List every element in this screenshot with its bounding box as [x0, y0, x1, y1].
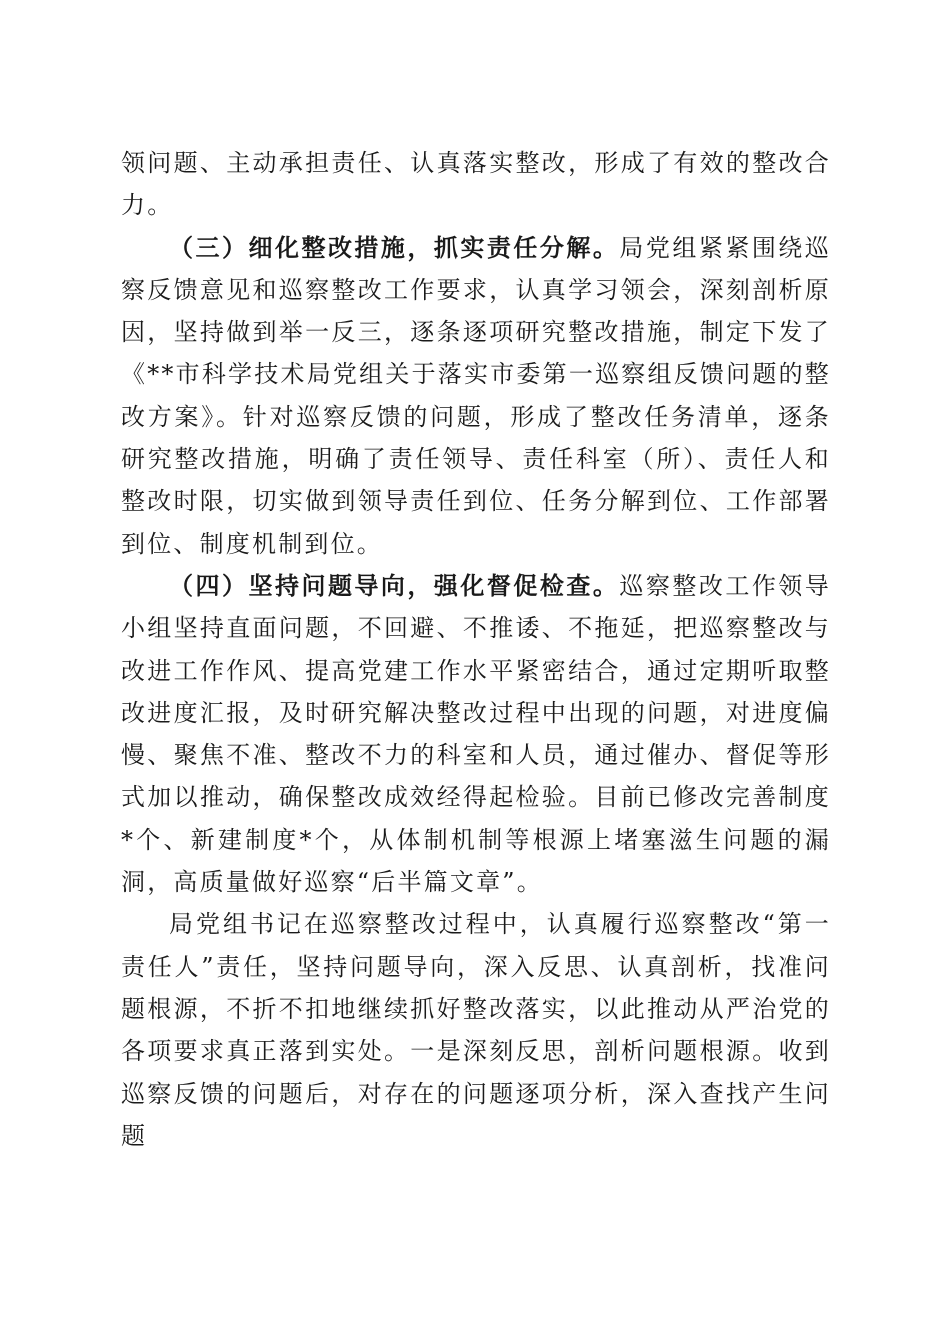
document-body [121, 142, 831, 1157]
paragraph-text: 局党组紧紧围绕巡察反馈意见和巡察整改工作要求，认真学习领会，深刻剖析原因，坚持做到举一反三，逐条逐项研究整改措施，制定下发了《**市科学技术局党组关于落实市委第一巡察组反馈问题的整改方案》。针对巡察反馈的问题，形成了整改任务清单，逐条研究整改措施，明确了责任领导、责任科室（所）、责任人和整改时限，切实做到领导责任到位、任务分解到位、工作部署到位、制度机制到位。 [121, 233, 831, 558]
paragraph-section-4 [121, 565, 831, 903]
section-heading-4: （四）坚持问题导向，强化督促检查。 [169, 571, 620, 600]
paragraph-section-3 [121, 227, 831, 565]
section-heading-3: （三）细化整改措施，抓实责任分解。 [169, 233, 620, 262]
paragraph-text: 领问题、主动承担责任、认真落实整改，形成了有效的整改合力。 [121, 149, 831, 220]
paragraph-secretary [121, 903, 831, 1157]
paragraph-text: 局党组书记在巡察整改过程中，认真履行巡察整改“第一责任人”责任，坚持问题导向，深入反思、认真剖析，找准问题根源，不折不扣地继续抓好整改落实，以此推动从严治党的各项要求真正落到实处。一是深刻反思，剖析问题根源。收到巡察反馈的问题后，对存在的问题逐项分析，深入查找产生问题 [121, 910, 831, 1150]
paragraph-continuation [121, 142, 831, 227]
paragraph-text: 巡察整改工作领导小组坚持直面问题，不回避、不推诿、不拖延，把巡察整改与改进工作作风、提高党建工作水平紧密结合，通过定期听取整改进度汇报，及时研究解决整改过程中出现的问题，对进度偏慢、聚焦不准、整改不力的科室和人员，通过催办、督促等形式加以推动，确保整改成效经得起检验。目前已修改完善制度*个、新建制度*个，从体制机制等根源上堵塞滋生问题的漏洞，高质量做好巡察“后半篇文章”。 [121, 571, 831, 897]
